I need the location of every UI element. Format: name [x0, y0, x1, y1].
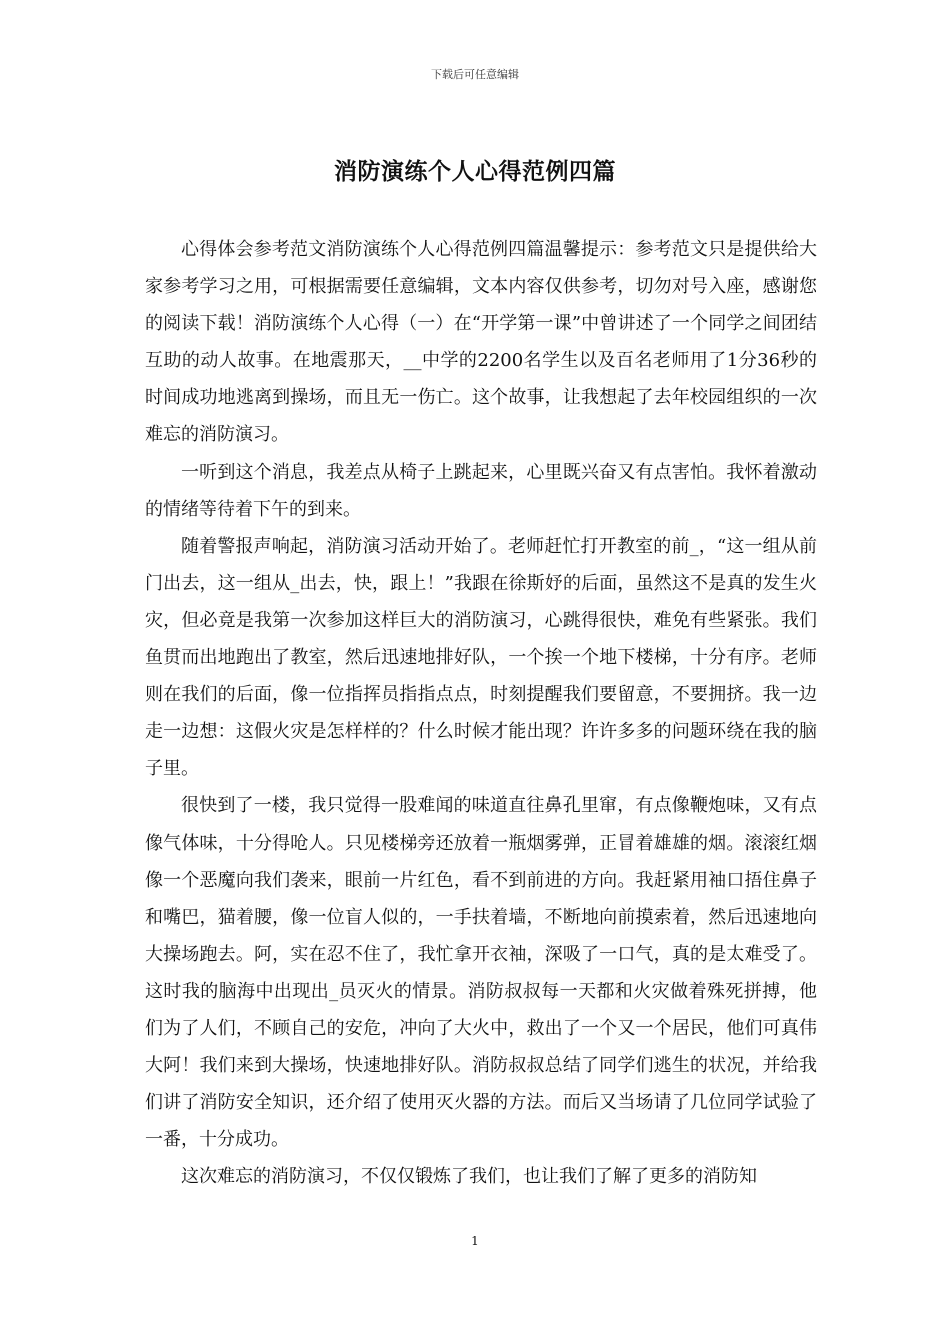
paragraph: 这次难忘的消防演习，不仅仅锻炼了我们，也让我们了解了更多的消防知 — [181, 1166, 757, 1188]
document-body — [145, 231, 817, 1195]
paragraph: 心得体会参考范文消防演练个人心得范例四篇温馨提示：参考范文只是提供给大家参考学习之用，可根据需要任意编辑，文本内容仅供参考，切勿对号入座，感谢您的阅读下载！消防演练个人心得（一）在“开学第一课”中曾讲述了一个同学之间团结互助的动人故事。在地震那天，__中学的2200名学生以及百名老师用了1分36秒的时间成功地逃离到操场，而且无一伤亡。这个故事，让我想起了去年校园组织的一次难忘的消防演习。 — [145, 239, 817, 446]
paragraph: 随着警报声响起，消防演习活动开始了。老师赶忙打开教室的前_，“这一组从前门出去，这一组从_出去，快，跟上！”我跟在徐斯妤的后面，虽然这不是真的发生火灾，但必竟是我第一次参加这样巨大的消防演习，心跳得很快，难免有些紧张。我们鱼贯而出地跑出了教室，然后迅速地排好队，一个挨一个地下楼梯，十分有序。老师则在我们的后面，像一位指挥员指指点点，时刻提醒我们要留意，不要拥挤。我一边走一边想：这假火灾是怎样样的？什么时候才能出现？许许多多的问题环绕在我的脑子里。 — [145, 535, 817, 780]
page-number: 1 — [471, 1234, 479, 1248]
paragraph: 一听到这个消息，我差点从椅子上跳起来，心里既兴奋又有点害怕。我怀着激动的情绪等待着下午的到来。 — [145, 461, 817, 520]
header-note: 下载后可任意编辑 — [431, 68, 519, 81]
paragraph: 很快到了一楼，我只觉得一股难闻的味道直往鼻孔里窜，有点像鞭炮味，又有点像气体味，十分得呛人。只见楼梯旁还放着一瓶烟雾弹，正冒着雄雄的烟。滚滚红烟像一个恶魔向我们袭来，眼前一片红色，看不到前进的方向。我赶紧用袖口捂住鼻子和嘴巴，猫着腰，像一位盲人似的，一手扶着墙，不断地向前摸索着，然后迅速地向大操场跑去。阿，实在忍不住了，我忙拿开衣袖，深吸了一口气，真的是太难受了。这时我的脑海中出现出_员灭火的情景。消防叔叔每一天都和火灾做着殊死拼搏，他们为了人们，不顾自己的安危，冲向了大火中，救出了一个又一个居民，他们可真伟大阿！我们来到大操场，快速地排好队。消防叔叔总结了同学们逃生的状况，并给我们讲了消防安全知识，还介绍了使用灭火器的方法。而后又当场请了几位同学试验了一番，十分成功。 — [145, 795, 817, 1151]
document-title: 消防演练个人心得范例四篇 — [334, 158, 616, 185]
